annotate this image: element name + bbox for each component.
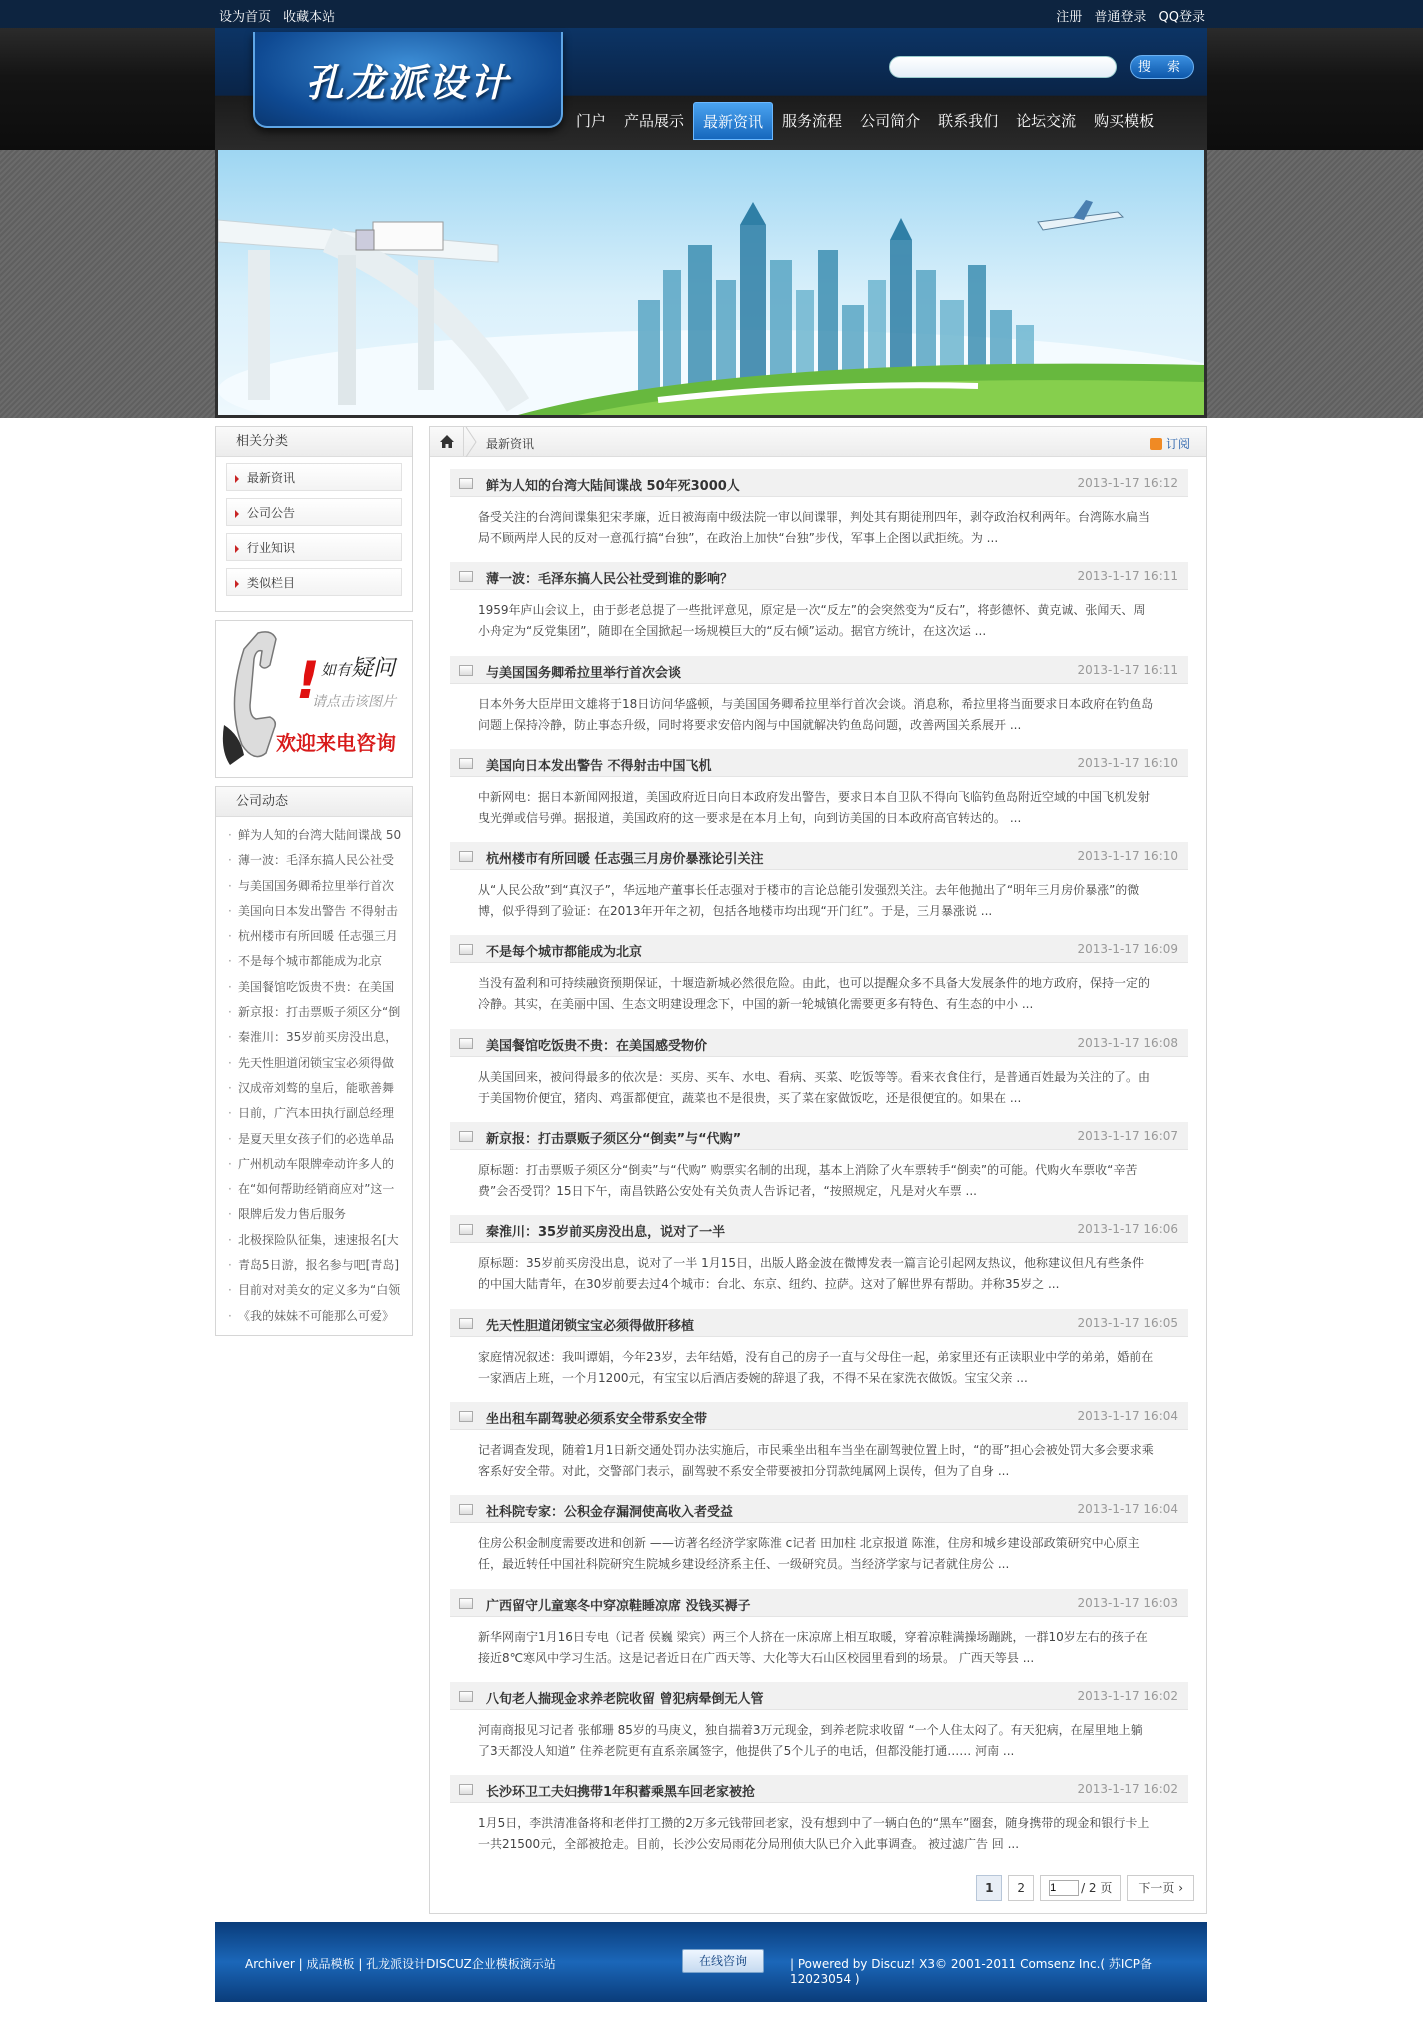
promo-line2: 请点击该图片 <box>312 694 396 710</box>
company-news-item[interactable]: · 秦淮川：35岁前买房没出息， <box>226 1025 402 1050</box>
news-post-header <box>450 562 1188 590</box>
article-icon <box>459 851 473 862</box>
page-1-button[interactable]: 1 <box>976 1875 1002 1901</box>
news-post-summary: 原标题：打击票贩子须区分“倒卖”与“代购” 购票实名制的出现，基本上消除了火车票转手“倒卖”的可能。代购火车票收“辛苦费”会否受罚？15日下午，南昌铁路公安处有关负责人告诉记者，“按照规定，凡是对火车票 ... <box>478 1163 1138 1199</box>
news-post-title[interactable]: 八旬老人揣现金求养老院收留 曾犯病晕倒无人管 <box>486 1691 764 1707</box>
article-icon <box>459 1038 473 1049</box>
nav-forum[interactable]: 论坛交流 <box>1016 112 1077 130</box>
news-post-header <box>450 469 1188 497</box>
news-post-header <box>450 1309 1188 1337</box>
category-item-industry[interactable]: 行业知识 <box>226 533 402 561</box>
news-post <box>450 1309 1188 1402</box>
news-post-summary: 从“人民公敌”到“真汉子”，华远地产董事长任志强对于楼市的言论总能引发强烈关注。去年他抛出了“明年三月房价暴涨”的微博，似乎得到了验证：在2013年开年之初，包括各地楼市均出现“开门红”。于是，三月暴涨说 ... <box>478 883 1140 919</box>
news-post <box>450 935 1188 1028</box>
article-icon <box>459 1224 473 1235</box>
nav-latest-news[interactable]: 最新资讯 <box>693 102 773 140</box>
search-input[interactable] <box>889 56 1117 78</box>
article-icon <box>459 1504 473 1515</box>
news-list-panel <box>429 426 1207 1914</box>
news-post <box>450 1402 1188 1495</box>
news-post <box>450 469 1188 562</box>
news-post-title[interactable]: 杭州楼市有所回暖 任志强三月房价暴涨论引关注 <box>486 852 764 868</box>
news-post-date: 2013-1-17 16:09 <box>1077 942 1178 957</box>
company-news-item[interactable]: · 在“如何帮助经销商应对”这一 <box>226 1177 402 1202</box>
news-post-summary: 当没有盈利和可持续融资预期保证，十堰造新城必然很危险。由此，也可以提醒众多不具备大发展条件的地方政府，保持一定的冷静。其实，在美丽中国、生态文明建设理念下，中国的新一轮城镇化需要更多有特色、有生态的中小 ... <box>478 976 1151 1012</box>
news-post <box>450 562 1188 655</box>
news-post-date: 2013-1-17 16:03 <box>1077 1595 1178 1610</box>
category-box <box>215 426 413 612</box>
article-icon <box>459 1598 473 1609</box>
news-post <box>450 842 1188 935</box>
news-post-header <box>450 1215 1188 1243</box>
phone-handset-icon <box>220 625 280 775</box>
news-post-header <box>450 935 1188 963</box>
news-post <box>450 1682 1188 1775</box>
news-post-date: 2013-1-17 16:04 <box>1077 1408 1178 1423</box>
news-post-title[interactable]: 薄一波：毛泽东搞人民公社受到谁的影响？ <box>486 572 734 588</box>
bookmark-link[interactable]: 收藏本站 <box>283 10 336 25</box>
news-post-date: 2013-1-17 16:10 <box>1077 755 1178 770</box>
article-icon <box>459 1411 473 1422</box>
company-news-item[interactable]: · 《我的妹妹不可能那么可爱》 <box>226 1304 402 1329</box>
footer-links[interactable]: Archiver | 成品模板 | 孔龙派设计DISCUZ企业模板演示站 <box>245 1957 556 1971</box>
site-logo[interactable] <box>253 32 563 128</box>
news-post-date: 2013-1-17 16:04 <box>1077 1502 1178 1517</box>
news-post-summary: 备受关注的台湾间谍集犯宋孝廉，近日被海南中级法院一审以间谍罪，判处其有期徒刑四年，剥夺政治权利两年。台湾陈水扁当局不顾两岸人民的反对一意孤行搞“台独”，在政治上加快“台独”步伐，军事上企图以武拒统。为 ... <box>478 510 1151 545</box>
company-news-item[interactable]: · 日前，广汽本田执行副总经理 <box>226 1101 402 1126</box>
rss-icon <box>1150 438 1162 450</box>
news-post <box>450 1215 1188 1308</box>
news-post-date: 2013-1-17 16:05 <box>1077 1315 1178 1330</box>
news-post-title[interactable]: 社科院专家：公积金存漏洞使高收入者受益 <box>486 1505 734 1521</box>
news-post <box>450 1775 1188 1868</box>
promo-line3: 欢迎来电咨询 <box>276 731 396 755</box>
company-news-item[interactable]: · 汉成帝刘骜的皇后，能歌善舞 <box>226 1076 402 1101</box>
news-post <box>450 1589 1188 1682</box>
news-post-summary: 日本外务大臣岸田文雄将于18日访问华盛顿，与美国国务卿希拉里举行首次会谈。消息称，希拉里将当面要求日本政府在钓鱼岛问题上保持冷静，防止事态升级，同时将要求安倍内阁与中国就解决钓鱼岛问题，改善两国关系展开 ... <box>478 696 1154 732</box>
news-post <box>450 1122 1188 1215</box>
rss-subscribe-label: 订阅 <box>1165 437 1190 451</box>
news-post-date: 2013-1-17 16:11 <box>1077 569 1178 584</box>
company-news-item[interactable]: · 新京报：打击票贩子须区分“倒 <box>226 1000 402 1025</box>
news-post-date: 2013-1-17 16:02 <box>1077 1688 1178 1703</box>
page-2-button[interactable]: 2 <box>1008 1875 1034 1901</box>
news-post-date: 2013-1-17 16:07 <box>1077 1129 1178 1144</box>
news-post-summary: 原标题：35岁前买房没出息，说对了一半 1月15日，出版人路金波在微博发表一篇言论引起网友热议，他称建议但凡有些条件的中国大陆青年，在30岁前要去过4个城市：台北、东京、纽约、拉萨。这对了解世界有帮助。并称35岁之 ... <box>478 1256 1144 1292</box>
news-post-header <box>450 1589 1188 1617</box>
home-icon[interactable] <box>430 427 464 456</box>
news-post-summary: 新华网南宁1月16日专电（记者 侯巍 梁宾）两三个人挤在一床凉席上相互取暖，穿着凉鞋满操场蹦跳，一群10岁左右的孩子在接近8℃寒风中学习生活。这是记者近日在广西天等、大化等大石山区校园里看到的场景。 广西天等县 ... <box>478 1629 1148 1665</box>
news-post-header <box>450 656 1188 684</box>
company-news-item[interactable]: · 先天性胆道闭锁宝宝必须得做 <box>226 1051 402 1076</box>
news-post-summary: 1月5日，李洪清准备将和老伴打工攒的2万多元钱带回老家，没有想到中了一辆白色的“黑车”圈套，随身携带的现金和银行卡上一共21500元，全部被抢走。目前，长沙公安局雨花分局刑侦大队已介入此事调查。 被过滤广告 回 ... <box>478 1816 1150 1852</box>
news-post-header <box>450 1495 1188 1523</box>
category-item-similar[interactable]: 类似栏目 <box>226 568 402 596</box>
category-item-latest-news[interactable]: 最新资讯 <box>226 463 402 491</box>
category-item-announcements[interactable]: 公司公告 <box>226 498 402 526</box>
company-news-item[interactable]: · 杭州楼市有所回暖 任志强三月 <box>226 924 402 949</box>
category-box-title: 相关分类 <box>216 427 412 457</box>
register-link[interactable]: 注册 <box>1056 10 1083 25</box>
breadcrumb <box>430 427 1206 457</box>
news-post-header <box>450 1682 1188 1710</box>
article-icon <box>459 1691 473 1702</box>
rss-subscribe-link[interactable] <box>1150 435 1190 452</box>
news-post-date: 2013-1-17 16:10 <box>1077 849 1178 864</box>
city-banner-illustration <box>218 150 1204 415</box>
company-news-item[interactable]: · 广州机动车限牌牵动许多人的 <box>226 1152 402 1177</box>
news-post-title[interactable]: 坐出租车副驾驶必须系安全带系安全带 <box>486 1411 708 1427</box>
news-post-date: 2013-1-17 16:08 <box>1077 1035 1178 1050</box>
article-icon <box>459 944 473 955</box>
news-post <box>450 749 1188 842</box>
news-post-header <box>450 1775 1188 1803</box>
news-post-summary: 记者调查发现，随着1月1日新交通处罚办法实施后，市民乘坐出租车当坐在副驾驶位置上时，“的哥”担心会被处罚大多会要求乘客系好安全带。对此，交警部门表示，副驾驶不系安全带要被扣分罚款纯属网上误传，但为了自身 ... <box>478 1442 1154 1478</box>
news-post-date: 2013-1-17 16:02 <box>1077 1782 1178 1797</box>
news-post <box>450 656 1188 749</box>
news-post-date: 2013-1-17 16:06 <box>1077 1222 1178 1237</box>
news-post-summary: 河南商报见习记者 张郁珊 85岁的马庚义，独自揣着3万元现金，到养老院求收留 “一个人住太闷了。有天犯病，在屋里地上躺了3天都没人知道” 住养老院更有直系亲属签字，他提供了5个儿子的电话，但都没能打通…… 河南 ... <box>478 1722 1143 1758</box>
top-bar <box>0 0 1423 28</box>
company-news-item[interactable]: · 美国餐馆吃饭贵不贵：在美国 <box>226 975 402 1000</box>
page-jump <box>1040 1875 1121 1901</box>
news-post-header <box>450 749 1188 777</box>
next-page-button[interactable]: 下一页 › <box>1127 1875 1194 1901</box>
main-nav <box>567 100 1163 142</box>
company-news-item[interactable]: · 薄一波：毛泽东搞人民公社受 <box>226 848 402 873</box>
site-footer <box>215 1922 1207 2002</box>
article-icon <box>459 758 473 769</box>
footer-powered-by: | Powered by Discuz! X3© 2001-2011 Comsenz Inc.( 苏ICP备12023054 ) <box>790 1957 1153 1986</box>
page-total-label: / 2 页 <box>1081 1881 1113 1895</box>
company-news-item[interactable]: · 不是每个城市都能成为北京 <box>226 949 402 974</box>
article-icon <box>459 478 473 489</box>
city-banner <box>215 150 1207 418</box>
pagination <box>970 1875 1194 1901</box>
news-post-title[interactable]: 不是每个城市都能成为北京 <box>486 945 643 961</box>
nav-products[interactable]: 产品展示 <box>624 112 685 130</box>
nav-portal[interactable]: 门户 <box>576 112 607 130</box>
article-icon <box>459 1784 473 1795</box>
article-icon <box>459 1318 473 1329</box>
news-post-title[interactable]: 先天性胆道闭锁宝宝必须得做肝移植 <box>486 1318 695 1334</box>
nav-about[interactable]: 公司简介 <box>860 112 921 130</box>
news-post-title[interactable]: 美国向日本发出警告 不得射击中国飞机 <box>486 758 712 774</box>
company-news-item[interactable]: · 美国向日本发出警告 不得射击 <box>226 899 402 924</box>
article-icon <box>459 1131 473 1142</box>
search-button[interactable]: 搜 索 <box>1130 55 1194 79</box>
breadcrumb-chevron-icon <box>464 427 478 457</box>
company-news-item[interactable]: · 鲜为人知的台湾大陆间谍战 50 <box>226 823 402 848</box>
company-news-item[interactable]: · 与美国国务卿希拉里举行首次 <box>226 874 402 899</box>
news-post-title[interactable]: 秦淮川：35岁前买房没出息，说对了一半 <box>486 1225 726 1241</box>
qq-login-link[interactable]: QQ登录 <box>1158 10 1205 25</box>
news-post-title[interactable]: 与美国国务卿希拉里举行首次会谈 <box>486 665 682 681</box>
news-post-summary: 中新网电：据日本新闻网报道，美国政府近日向日本政府发出警告，要求日本自卫队不得向飞临钓鱼岛附近空域的中国飞机发射曳光弹或信号弹。据报道，美国政府的这一要求是在本月上旬，向到访美国的日本政府高官转达的。 ... <box>478 789 1151 825</box>
news-post <box>450 1495 1188 1588</box>
contact-promo-banner[interactable] <box>215 620 413 778</box>
set-homepage-link[interactable]: 设为首页 <box>219 10 272 25</box>
company-news-item[interactable]: · 限牌后发力售后服务 <box>226 1202 402 1227</box>
article-icon <box>459 665 473 676</box>
company-news-item[interactable]: · 青岛5日游，报名参与吧[青岛] <box>226 1253 402 1278</box>
news-post-summary: 家庭情况叙述：我叫谭娟，今年23岁，去年结婚，没有自己的房子一直与父母住一起，弟家里还有正读职业中学的弟弟，婚前在一家酒店上班，一个月1200元，有宝宝以后酒店委婉的辞退了我，不得不呆在家洗衣做饭。宝宝父亲 ... <box>478 1349 1154 1385</box>
news-post-summary: 从美国回来，被问得最多的依次是：买房、买车、水电、看病、买菜、吃饭等等。看来衣食住行，是普通百姓最为关注的了。由于美国物价便宜，猪肉、鸡蛋都便宜，蔬菜也不是很贵，买了菜在家做饭吃，还是很便宜的。如果在 ... <box>478 1069 1151 1105</box>
exclamation-icon: ! <box>296 651 320 711</box>
login-link[interactable]: 普通登录 <box>1094 10 1147 25</box>
nav-contact[interactable]: 联系我们 <box>938 112 999 130</box>
site-header <box>215 28 1207 150</box>
nav-service-process[interactable]: 服务流程 <box>782 112 843 130</box>
company-news-item[interactable]: · 目前对对美女的定义多为“白领 <box>226 1278 402 1303</box>
company-news-item[interactable]: · 是夏天里女孩子们的必选单品 <box>226 1127 402 1152</box>
news-post <box>450 1029 1188 1122</box>
news-post-header <box>450 842 1188 870</box>
company-news-item[interactable]: · 北极探险队征集，速速报名[大 <box>226 1228 402 1253</box>
news-post-summary: 1959年庐山会议上，由于彭老总提了一些批评意见，原定是一次“反左”的会突然变为“反右”，将彭德怀、黄克诚、张闻天、周小舟定为“反党集团”，随即在全国掀起一场规模巨大的“反右倾”运动。据官方统计，在这次运 ... <box>478 603 1146 639</box>
news-post-title[interactable]: 鲜为人知的台湾大陆间谍战 50年死3000人 <box>486 479 740 494</box>
news-post-title[interactable]: 新京报：打击票贩子须区分“倒卖”与“代购” <box>486 1132 742 1148</box>
news-post-header <box>450 1029 1188 1057</box>
page-jump-input[interactable] <box>1049 1880 1079 1896</box>
article-icon <box>459 571 473 582</box>
news-post-summary: 住房公积金制度需要改进和创新 ——访著名经济学家陈淮 c记者 田加柱 北京报道 陈淮，住房和城乡建设部政策研究中心原主任，最近转任中国社科院研究生院城乡建设经济系主任、一级研究员。当经济学家与记者就住房公 ... <box>478 1536 1140 1572</box>
news-post-title[interactable]: 美国餐馆吃饭贵不贵：在美国感受物价 <box>486 1038 708 1054</box>
company-news-title: 公司动态 <box>216 787 412 817</box>
news-post-title[interactable]: 长沙环卫工夫妇携带1年积蓄乘黑车回老家被抢 <box>486 1785 756 1801</box>
nav-buy-template[interactable]: 购买模板 <box>1094 112 1155 130</box>
online-chat-button[interactable]: 在线咨询 <box>682 1949 764 1973</box>
promo-line1-big: 疑问 <box>351 656 396 681</box>
promo-line1-small: 如有 <box>321 661 352 679</box>
company-news-box <box>215 786 413 1336</box>
news-post-title[interactable]: 广西留守儿童寒冬中穿凉鞋睡凉席 没钱买褥子 <box>486 1598 751 1614</box>
news-post-date: 2013-1-17 16:12 <box>1077 476 1178 490</box>
news-post-header <box>450 1122 1188 1150</box>
breadcrumb-current: 最新资讯 <box>486 437 535 451</box>
news-post-header <box>450 1402 1188 1430</box>
logo-text: 孔龙派设计 <box>305 60 511 105</box>
news-post-date: 2013-1-17 16:11 <box>1077 662 1178 677</box>
